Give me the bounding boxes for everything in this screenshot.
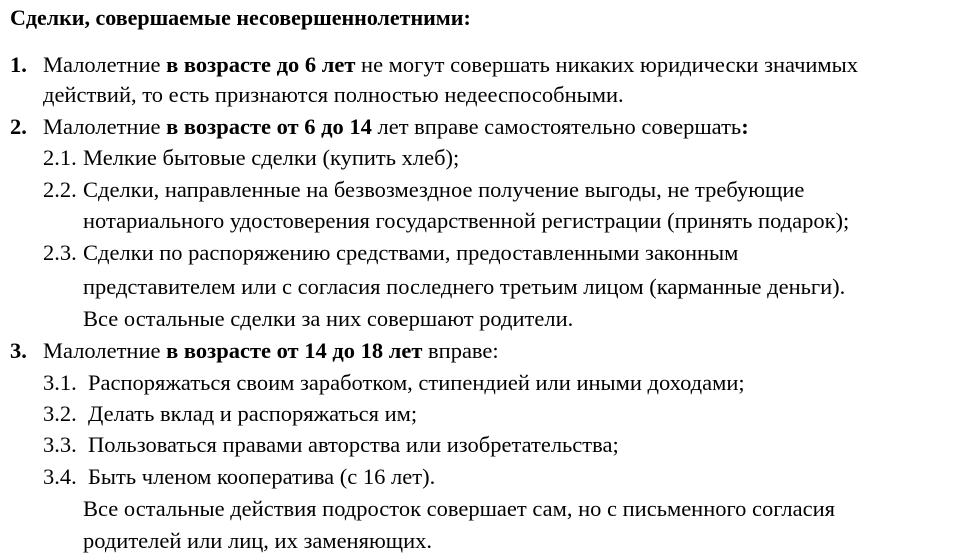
document-title: Сделки, совершаемые несовершеннолетними: — [10, 5, 471, 30]
item-3-note-line-2: родителей или лиц, их заменяющих. — [83, 528, 432, 553]
item-3-number: 3. — [10, 338, 27, 363]
subitem-2-2-line-2: нотариального удостоверения государственной регистрации (принять подарок); — [83, 208, 850, 233]
item-3-age: в возрасте от 14 до 18 лет — [166, 338, 423, 363]
item-1-pre: Малолетние — [43, 52, 167, 77]
subitem-2-1-number: 2.1. — [43, 145, 77, 170]
item-1-line-2: действий, то есть признаются полностью недееспособными. — [43, 82, 624, 107]
subitem-3-1-text: Распоряжаться своим заработком, стипендией или иными доходами; — [88, 370, 745, 395]
item-2-line-1 — [43, 112, 749, 142]
item-3-pre: Малолетние — [43, 338, 167, 363]
item-1-age: в возрасте до 6 лет — [166, 52, 356, 77]
subitem-2-3-line-2: представителем или с согласия последнего третьим лицом (карманные деньги). — [83, 274, 846, 299]
item-3-line-1 — [43, 336, 499, 366]
subitem-3-2-text: Делать вклад и распоряжаться им; — [88, 401, 418, 426]
item-3-note-line-1: Все остальные действия подросток совершает сам, но с письменного согласия — [83, 496, 835, 521]
subitem-2-2-number: 2.2. — [43, 177, 77, 202]
item-2-age: в возрасте от 6 до 14 — [166, 114, 372, 139]
subitem-2-1-line-1: Мелкие бытовые сделки (купить хлеб); — [83, 145, 460, 170]
item-2-colon: : — [741, 114, 749, 139]
subitem-2-3-number: 2.3. — [43, 240, 77, 265]
item-1-post: не могут совершать никаких юридически значимых — [355, 52, 859, 77]
item-1-line-1 — [43, 50, 858, 80]
subitem-3-4-number: 3.4. — [43, 464, 77, 489]
item-2-post: лет вправе самостоятельно совершать — [371, 114, 742, 139]
subitem-2-3-line-3: Все остальные сделки за них совершают родители. — [83, 306, 574, 331]
subitem-2-3-line-1: Сделки по распоряжению средствами, предоставленными законным — [83, 240, 739, 265]
item-1-number: 1. — [10, 52, 27, 77]
subitem-3-3-text: Пользоваться правами авторства или изобретательства; — [88, 432, 619, 457]
item-2-number: 2. — [10, 114, 27, 139]
subitem-3-1-number: 3.1. — [43, 370, 77, 395]
subitem-3-3-number: 3.3. — [43, 432, 77, 457]
item-3-post: вправе: — [422, 338, 499, 363]
subitem-2-2-line-1: Сделки, направленные на безвозмездное получение выгоды, не требующие — [83, 177, 805, 202]
subitem-3-2-number: 3.2. — [43, 401, 77, 426]
subitem-3-4-text: Быть членом кооператива (с 16 лет). — [88, 464, 436, 489]
item-2-pre: Малолетние — [43, 114, 167, 139]
